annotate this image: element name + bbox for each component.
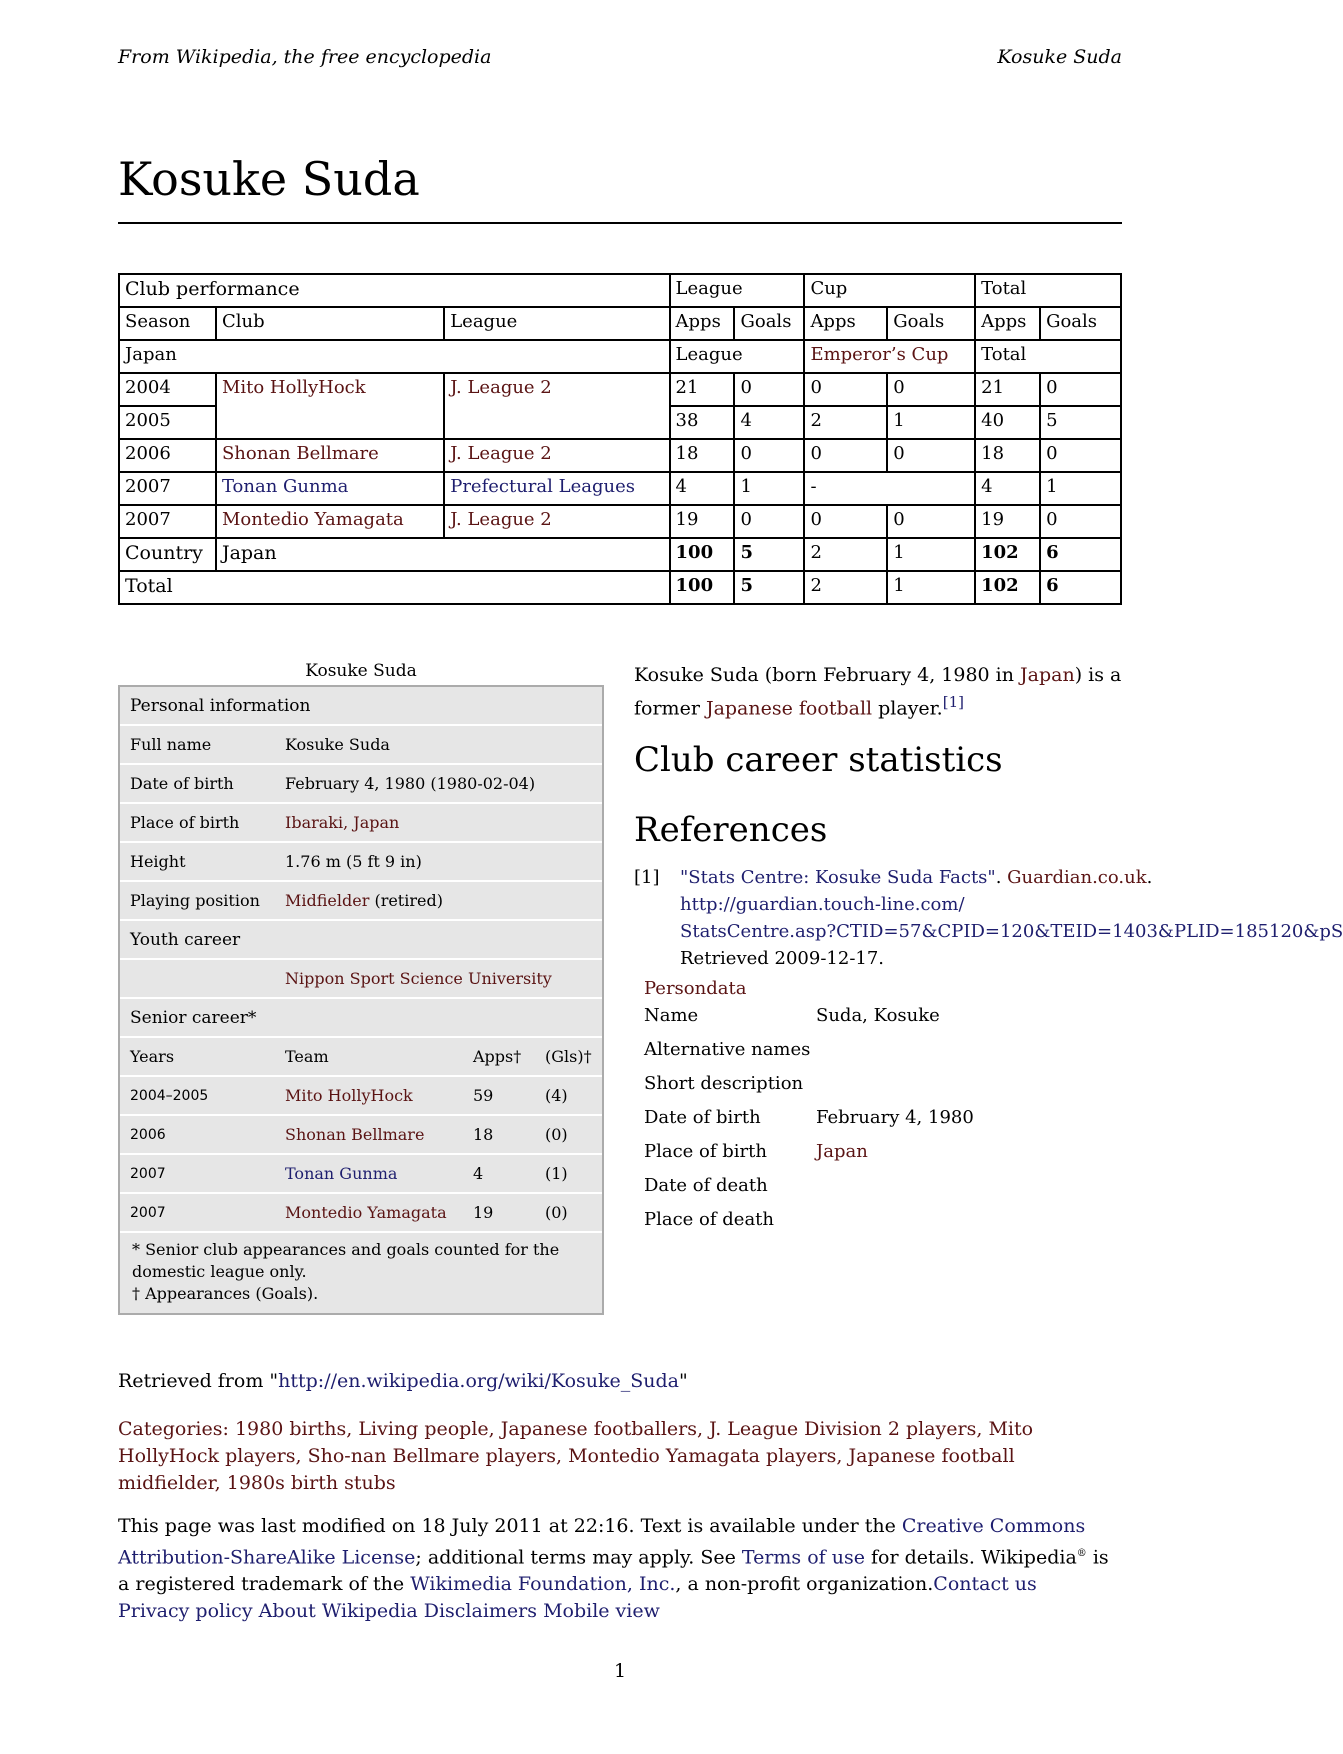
league-apps-cell: 18 [670, 439, 735, 472]
section-label: Personal information [130, 695, 311, 716]
header-cup: Cup [804, 274, 975, 307]
row-label: Place of birth [130, 813, 240, 832]
infobox-row-youth-team [120, 960, 602, 999]
cup-goals-cell: 0 [887, 439, 975, 472]
retrieved-from [118, 1370, 688, 1392]
season-cell: 2007 [119, 472, 216, 505]
club-cell [216, 505, 444, 538]
license-link[interactable]: Creative Commons Attribution-ShareAlike License [118, 1515, 1086, 1569]
footnote-appearances: † Appearances (Goals). [132, 1284, 319, 1303]
persondata [644, 978, 974, 1243]
position-link[interactable]: Midfielder [285, 891, 370, 910]
pd-key: Date of death [644, 1175, 768, 1196]
footer-text: for details. Wikipedia [864, 1546, 1077, 1569]
position-note: (retired) [369, 891, 443, 910]
persondata-row [644, 1039, 974, 1073]
emperors-cup-cell[interactable] [804, 340, 975, 373]
ref-punct: . [1146, 867, 1153, 888]
infobox-senior-row [120, 1077, 602, 1116]
header-league-goals: Goals [734, 307, 804, 340]
persondata-row [644, 1209, 974, 1243]
reference-number: [1] [634, 867, 660, 888]
reference-url-link[interactable]: http://guardian.touch-line.com/ [680, 894, 965, 915]
pd-value: Suda, Kosuke [816, 1005, 940, 1026]
cup-goals-cell: 0 [887, 505, 975, 538]
emperors-cup-link[interactable]: Emperor’s Cup [810, 344, 949, 365]
league-cell [444, 505, 669, 538]
footer-text: is a registered trademark of the [118, 1546, 1109, 1596]
col-gls: (Gls)† [545, 1047, 592, 1066]
senior-team [285, 1125, 473, 1144]
senior-team-link[interactable]: Tonan Gunma [285, 1164, 398, 1183]
cup-apps-cell: 2 [804, 571, 887, 604]
country-row [119, 340, 1121, 373]
header-club: Club [216, 307, 444, 340]
senior-gls: (1) [545, 1164, 568, 1183]
category-link[interactable]: 1980 births [234, 1418, 347, 1440]
pd-key: Name [644, 1005, 699, 1026]
footnote-senior: * Senior club appearances and goals counted for the domestic league only. [132, 1240, 560, 1281]
pob-link[interactable]: Ibaraki, Japan [285, 813, 400, 832]
season-cell: 2006 [119, 439, 216, 472]
category-link[interactable]: 1980s birth stubs [226, 1472, 396, 1494]
reference-url-link-cont[interactable]: StatsCentre.asp?CTID=57&CPID=120&TEID=1403&PLID=185120&pS [680, 921, 1343, 942]
league-goals-cell: 0 [734, 505, 804, 538]
page-number: 1 [613, 1660, 627, 1682]
senior-team [285, 1203, 473, 1222]
row-label: Height [130, 852, 186, 871]
infobox-section-senior [120, 999, 602, 1038]
club-cell [216, 472, 444, 505]
infobox-row-height [120, 843, 602, 882]
total-goals-cell: 0 [1040, 439, 1121, 472]
senior-gls: (4) [545, 1086, 568, 1105]
senior-apps: 59 [473, 1086, 494, 1105]
lead-text: ) is a former [634, 664, 1122, 720]
club-link-tonan-gunma[interactable]: Tonan Gunma [221, 476, 349, 497]
senior-gls: (0) [545, 1203, 568, 1222]
senior-gls: (0) [545, 1125, 568, 1144]
league-goals-cell: 4 [734, 406, 804, 439]
table-row [119, 505, 1121, 538]
pd-key: Alternative names [644, 1039, 811, 1060]
persondata-row [644, 1005, 974, 1039]
league-cell [444, 373, 669, 439]
infobox-section-youth [120, 921, 602, 960]
persondata-row [644, 1141, 974, 1175]
infobox-caption: Kosuke Suda [305, 661, 417, 681]
total-apps-cell: 21 [975, 373, 1040, 406]
total-goals-cell: 5 [1040, 406, 1121, 439]
league-cell [444, 439, 669, 472]
col-apps: Apps† [473, 1047, 522, 1066]
country-total-name: Japan [216, 538, 670, 571]
infobox-senior-row [120, 1155, 602, 1194]
league-apps-cell: 100 [670, 538, 735, 571]
lead-text: (born February 4, 1980 in [758, 664, 1021, 686]
category-link[interactable]: Montedio Yamagata players [568, 1445, 837, 1467]
header-league-name: League [444, 307, 669, 340]
club-performance-table [118, 273, 1122, 605]
category-link[interactable]: Living people [358, 1418, 489, 1440]
season-cell: 2004 [119, 373, 216, 406]
league-apps-cell: 19 [670, 505, 735, 538]
link-japan[interactable]: Japan [1020, 664, 1075, 686]
header-total: Total [975, 274, 1121, 307]
total-apps-cell: 40 [975, 406, 1040, 439]
league-apps-cell: 38 [670, 406, 735, 439]
club-cell [216, 439, 444, 472]
row-value: 1.76 m (5 ft 9 in) [285, 852, 422, 871]
categories: Categories: 1980 births, Living people, Japanese footballers, J. League Division 2 players, Mito HollyHock players, Sho-nan Bellmare players, Montedio Yamagata players, Japanese football midfielder, 1980s birth stubs [118, 1418, 1034, 1494]
lead-subject: Kosuke Suda [634, 664, 759, 686]
total-goals-cell: 0 [1040, 505, 1121, 538]
total-apps-cell: 18 [975, 439, 1040, 472]
row-value [285, 969, 592, 988]
lead-paragraph [634, 662, 1124, 722]
category-link[interactable]: Sho-nan Bellmare players [307, 1445, 556, 1467]
league-link-j-league-2[interactable]: J. League 2 [450, 443, 552, 464]
cup-apps-cell: 0 [804, 373, 887, 406]
pd-key: Place of death [644, 1209, 775, 1230]
retrieved-url-link[interactable]: http://en.wikipedia.org/wiki/Kosuke_Suda [278, 1370, 679, 1392]
youth-team-link[interactable]: Nippon Sport Science University [285, 969, 552, 988]
table-header-row [119, 274, 1121, 307]
country-total-label: Country [119, 538, 216, 571]
total-apps-cell: 102 [975, 571, 1040, 604]
row-value: February 4, 1980 (1980-02-04) [285, 774, 536, 793]
cup-goals-cell: 1 [887, 538, 975, 571]
title-divider [118, 222, 1122, 224]
retrieved-suffix: " [679, 1370, 688, 1392]
retrieved-prefix: Retrieved from " [118, 1370, 279, 1392]
category-link[interactable]: Japanese football midfielder [118, 1445, 1015, 1494]
club-link-mito-hollyhock[interactable]: Mito HollyHock [221, 377, 366, 398]
senior-team [285, 1164, 473, 1183]
league-apps-cell: 100 [670, 571, 735, 604]
pd-key: Date of birth [644, 1107, 761, 1128]
pd-key: Place of birth [644, 1141, 767, 1162]
header-article-title: Kosuke Suda [997, 46, 1122, 68]
cup-apps-cell: 0 [804, 439, 887, 472]
total-goals-cell: 6 [1040, 538, 1121, 571]
table-row [119, 472, 1121, 505]
infobox-section-personal [120, 687, 602, 726]
league-link-j-league-2[interactable]: J. League 2 [450, 377, 552, 398]
header-league: League [670, 274, 805, 307]
footer-text: ; additional terms may apply. See [415, 1546, 742, 1569]
table-row [119, 439, 1121, 472]
registered-mark: ® [1076, 1548, 1087, 1559]
row-label: Playing position [130, 891, 260, 910]
citation-link[interactable]: [1] [942, 693, 964, 711]
row-label: Date of birth [130, 774, 234, 793]
persondata-row [644, 1175, 974, 1209]
mobile-view-link[interactable]: Mobile view [543, 1600, 660, 1623]
link-japanese-football[interactable]: Japanese football [705, 697, 873, 720]
club-link-shonan-bellmare[interactable]: Shonan Bellmare [221, 443, 379, 464]
category-link[interactable]: J. League Division 2 players [709, 1418, 977, 1440]
infobox-row-position [120, 882, 602, 921]
senior-years: 2006 [130, 1126, 166, 1143]
senior-team-link[interactable]: Mito HollyHock [285, 1086, 413, 1105]
disclaimers-link[interactable]: Disclaimers [423, 1600, 538, 1623]
row-value: Kosuke Suda [285, 735, 390, 754]
wikimedia-link[interactable]: Wikimedia Foundation, Inc. [410, 1573, 676, 1596]
categories-label-link[interactable]: Categories [118, 1418, 223, 1440]
country-name: Japan [119, 340, 670, 373]
reference-retrieved: Retrieved 2009-12-17. [680, 948, 885, 969]
lead-text: player. [872, 697, 943, 720]
terms-link[interactable]: Terms of use [741, 1546, 865, 1569]
total-apps-cell: 19 [975, 505, 1040, 538]
header-season: Season [119, 307, 216, 340]
header-total-apps: Apps [975, 307, 1040, 340]
footer-text: , a non-profit organization. [675, 1573, 934, 1596]
league-goals-cell: 0 [734, 373, 804, 406]
persondata-row [644, 1107, 974, 1141]
league-goals-cell: 5 [734, 538, 804, 571]
cup-goals-cell: 0 [887, 373, 975, 406]
total-apps-cell: 4 [975, 472, 1040, 505]
cup-apps-cell: 0 [804, 505, 887, 538]
season-cell: 2005 [119, 406, 216, 439]
header-league-apps: Apps [670, 307, 735, 340]
league-apps-cell: 21 [670, 373, 735, 406]
persondata-row [644, 1073, 974, 1107]
cup-goals-cell: 1 [887, 406, 975, 439]
senior-team [285, 1086, 473, 1105]
league-link-j-league-2[interactable]: J. League 2 [450, 509, 552, 530]
cup-empty-cell: - [804, 472, 975, 505]
pd-key: Short description [644, 1073, 804, 1094]
table-row [119, 373, 1121, 406]
country-total: Total [975, 340, 1121, 373]
senior-apps: 4 [473, 1164, 484, 1183]
senior-years: 2004–2005 [130, 1087, 209, 1104]
pd-value: February 4, 1980 [816, 1107, 974, 1128]
cup-goals-cell: 1 [887, 571, 975, 604]
header-source: From Wikipedia, the free encyclopedia [118, 46, 492, 68]
infobox-row-full-name [120, 726, 602, 765]
infobox-footnote [120, 1233, 602, 1313]
cup-apps-cell: 2 [804, 538, 887, 571]
row-label: Full name [130, 735, 212, 754]
heading-references: References [634, 810, 828, 850]
pd-value-link[interactable]: Japan [816, 1141, 868, 1162]
infobox [118, 685, 604, 1315]
club-cell [216, 373, 444, 439]
category-link[interactable]: Japanese footballers [500, 1418, 697, 1440]
section-label: Senior career* [130, 1007, 257, 1028]
league-apps-cell: 4 [670, 472, 735, 505]
cup-apps-cell: 2 [804, 406, 887, 439]
privacy-link[interactable]: Privacy policy [118, 1600, 253, 1623]
total-goals-cell: 1 [1040, 472, 1121, 505]
grand-total-row [119, 571, 1121, 604]
senior-years: 2007 [130, 1204, 166, 1221]
heading-club-career: Club career statistics [634, 740, 1003, 780]
infobox-senior-row [120, 1116, 602, 1155]
category-link[interactable]: Mito HollyHock players [118, 1418, 1034, 1467]
page-footer [118, 1513, 1122, 1625]
total-goals-cell: 0 [1040, 373, 1121, 406]
grand-total-label: Total [119, 571, 670, 604]
header-total-goals: Goals [1040, 307, 1121, 340]
persondata-title: Persondata [644, 978, 747, 999]
league-goals-cell: 1 [734, 472, 804, 505]
season-cell: 2007 [119, 505, 216, 538]
league-goals-cell: 5 [734, 571, 804, 604]
reference-site-link[interactable]: Guardian.co.uk [1007, 867, 1147, 888]
col-team: Team [285, 1047, 329, 1066]
ref-punct: . [995, 867, 1008, 888]
total-goals-cell: 6 [1040, 571, 1121, 604]
league-link-prefectural-leagues[interactable]: Prefectural Leagues [450, 476, 635, 497]
footer-text: This page was last modified on 18 July 2011 at 22:16. Text is available under the [118, 1515, 902, 1537]
header-cup-goals: Goals [887, 307, 975, 340]
league-goals-cell: 0 [734, 439, 804, 472]
country-league: League [670, 340, 805, 373]
infobox-row-pob [120, 804, 602, 843]
reference-body [680, 864, 1343, 972]
table-subheader-row [119, 307, 1121, 340]
contact-link[interactable]: Contact us [933, 1573, 1037, 1596]
row-value [285, 891, 592, 910]
senior-apps: 19 [473, 1203, 494, 1222]
club-link-montedio-yamagata[interactable]: Montedio Yamagata [221, 509, 404, 530]
country-total-row [119, 538, 1121, 571]
infobox-senior-row [120, 1194, 602, 1233]
league-cell [444, 472, 669, 505]
page-title: Kosuke Suda [118, 152, 420, 206]
row-value [285, 813, 592, 832]
about-link[interactable]: About Wikipedia [258, 1600, 418, 1623]
total-apps-cell: 102 [975, 538, 1040, 571]
senior-years: 2007 [130, 1165, 166, 1182]
senior-apps: 18 [473, 1125, 494, 1144]
header-cup-apps: Apps [804, 307, 887, 340]
header-club-performance: Club performance [119, 274, 670, 307]
reference-title-link[interactable]: "Stats Centre: Kosuke Suda Facts" [680, 867, 996, 888]
senior-team-link[interactable]: Shonan Bellmare [285, 1125, 425, 1144]
senior-team-link[interactable]: Montedio Yamagata [285, 1203, 447, 1222]
section-label: Youth career [130, 929, 241, 950]
infobox-row-dob [120, 765, 602, 804]
infobox-senior-header [120, 1038, 602, 1077]
col-years: Years [130, 1047, 175, 1066]
